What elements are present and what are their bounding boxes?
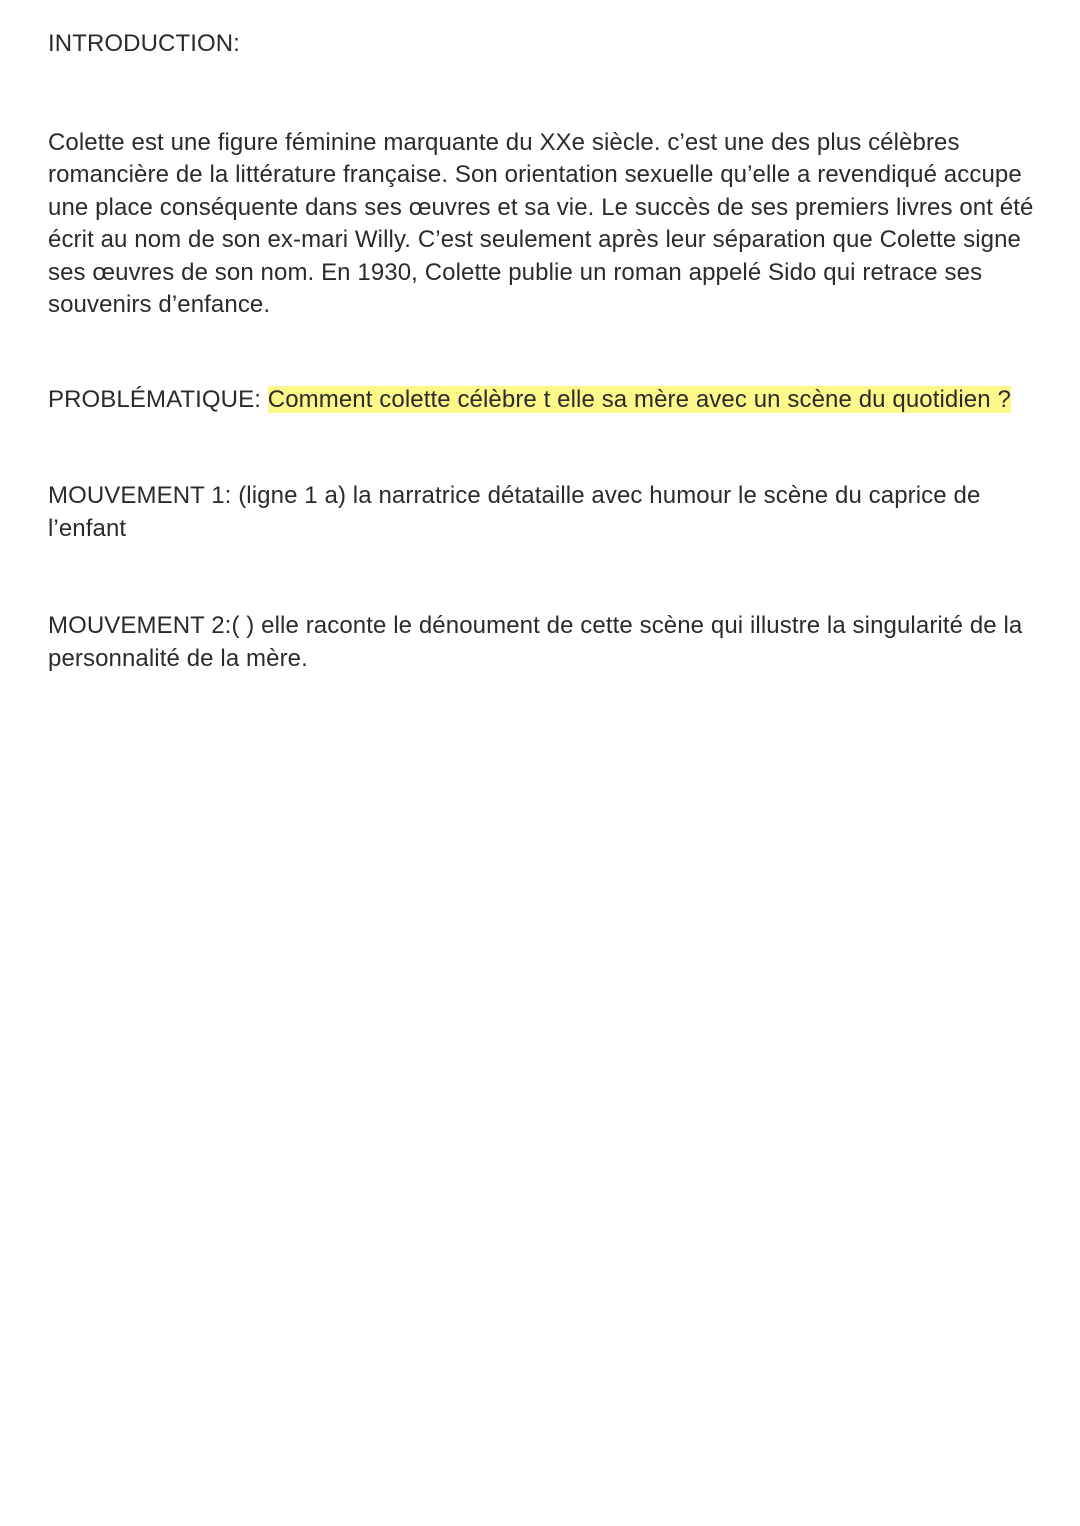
intro-heading: INTRODUCTION: — [48, 30, 240, 57]
mouvement-1-paragraph: MOUVEMENT 1: (ligne 1 a) la narratrice détataille avec humour le scène du caprice de l’enfant — [48, 482, 981, 542]
intro-paragraph: Colette est une figure féminine marquante du XXe siècle. c’est une des plus célèbres romancière de la littérature française. Son orientation sexuelle qu’elle a revendiqué accupe une place conséquente dans ses œuvres et sa vie. Le succès de ses premiers livres ont été écrit au nom de son ex-mari Willy. C’est seulement après leur séparation que Colette signe ses œuvres de son nom. En 1930, Colette publie un roman appelé Sido qui retrace ses souvenirs d’enfance. — [48, 128, 1034, 318]
document-page — [48, 28, 1038, 675]
mouvement-2-paragraph: MOUVEMENT 2:( ) elle raconte le dénoument de cette scène qui illustre la singularité de la personnalité de la mère. — [48, 612, 1023, 672]
problematique-label: PROBLÉMATIQUE: — [48, 385, 261, 413]
problematique-paragraph — [48, 384, 1038, 417]
problematique-highlighted-question: Comment colette célèbre t elle sa mère avec un scène du quotidien ? — [267, 385, 1011, 413]
